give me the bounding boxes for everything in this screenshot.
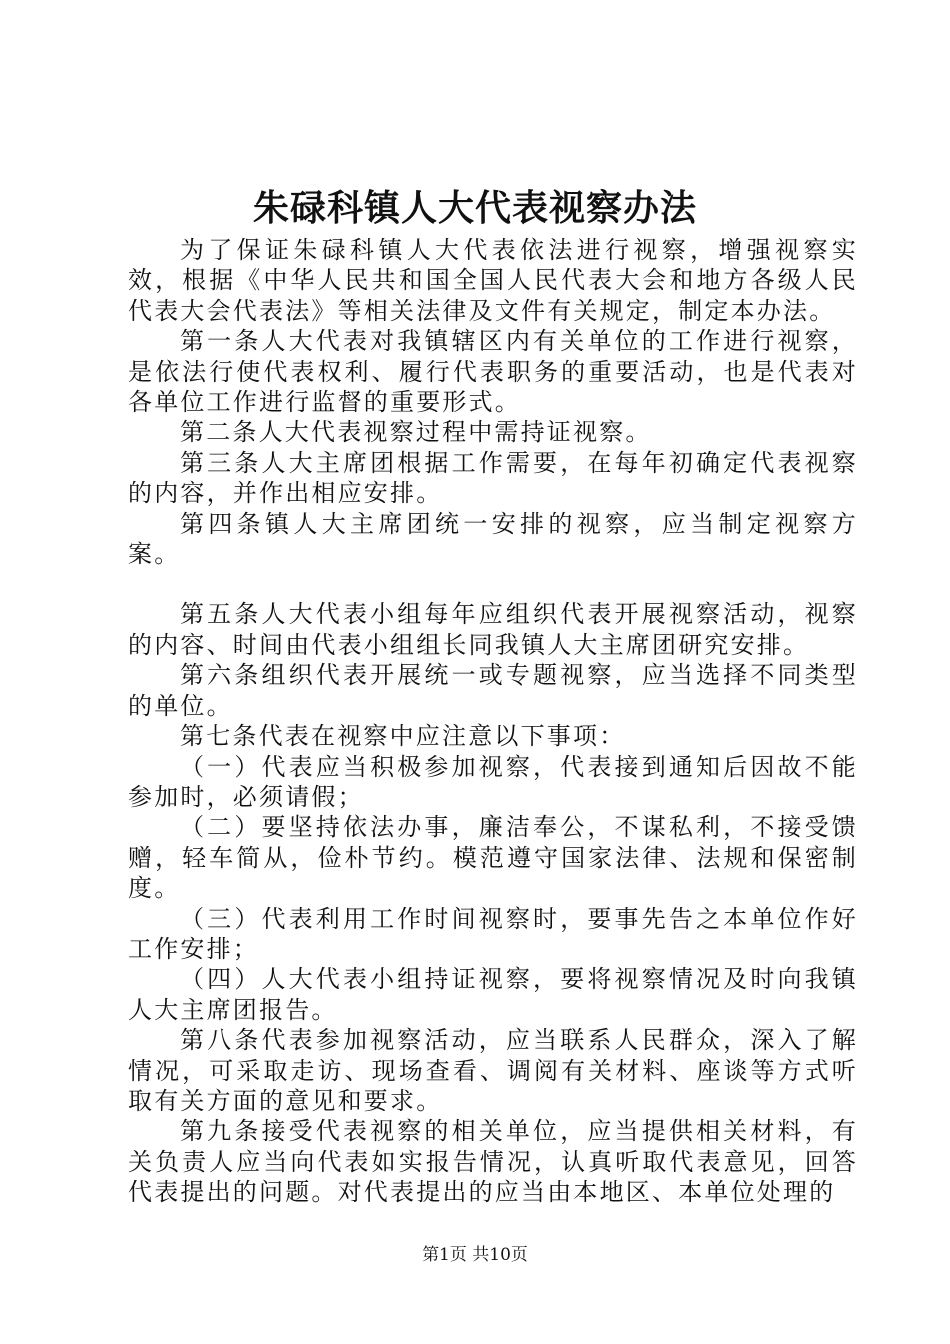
paragraph-item-2: （二）要坚持依法办事，廉洁奉公，不谋私利，不接受馈赠，轻车简从，俭朴节约。模范遵守国家法律、法规和保密制度。 (128, 813, 858, 903)
paragraph-article-3: 第三条人大主席团根据工作需要，在每年初确定代表视察的内容，并作出相应安排。 (128, 448, 858, 508)
paragraph-article-9: 第九条接受代表视察的相关单位，应当提供相关材料，有关负责人应当向代表如实报告情况，认真听取代表意见，回答代表提出的问题。对代表提出的应当由本地区、本单位处理的 (128, 1117, 858, 1207)
paragraph-article-1: 第一条人大代表对我镇辖区内有关单位的工作进行视察，是依法行使代表权利、履行代表职务的重要活动，也是代表对各单位工作进行监督的重要形式。 (128, 327, 858, 417)
paragraph-preamble: 为了保证朱碌科镇人大代表依法进行视察，增强视察实效，根据《中华人民共和国全国人民代表大会和地方各级人民代表大会代表法》等相关法律及文件有关规定，制定本办法。 (128, 236, 858, 325)
paragraph-article-4: 第四条镇人大主席团统一安排的视察，应当制定视察方案。 (128, 509, 858, 569)
paragraph-item-4: （四）人大代表小组持证视察，要将视察情况及时向我镇人大主席团报告。 (128, 965, 858, 1024)
paragraph-article-5: 第五条人大代表小组每年应组织代表开展视察活动，视察的内容、时间由代表小组组长同我镇人大主席团研究安排。 (128, 600, 858, 659)
paragraph-article-6: 第六条组织代表开展统一或专题视察，应当选择不同类型的单位。 (128, 661, 858, 720)
paragraph-item-1: （一）代表应当积极参加视察，代表接到通知后因故不能参加时，必须请假； (128, 752, 858, 811)
paragraph-article-2: 第二条人大代表视察过程中需持证视察。 (180, 418, 652, 447)
document-body (128, 235, 858, 1208)
page-title: 朱碌科镇人大代表视察办法 (252, 187, 697, 229)
paragraph-article-8: 第八条代表参加视察活动，应当联系人民群众，深入了解情况，可采取走访、现场查看、调阅有关材料、座谈等方式听取有关方面的意见和要求。 (128, 1026, 858, 1115)
page-number: 第1页 共10页 (422, 1245, 528, 1265)
paragraph-item-3: （三）代表利用工作时间视察时，要事先告之本单位作好工作安排； (128, 904, 858, 963)
paragraph-article-7: 第七条代表在视察中应注意以下事项： (180, 722, 626, 751)
